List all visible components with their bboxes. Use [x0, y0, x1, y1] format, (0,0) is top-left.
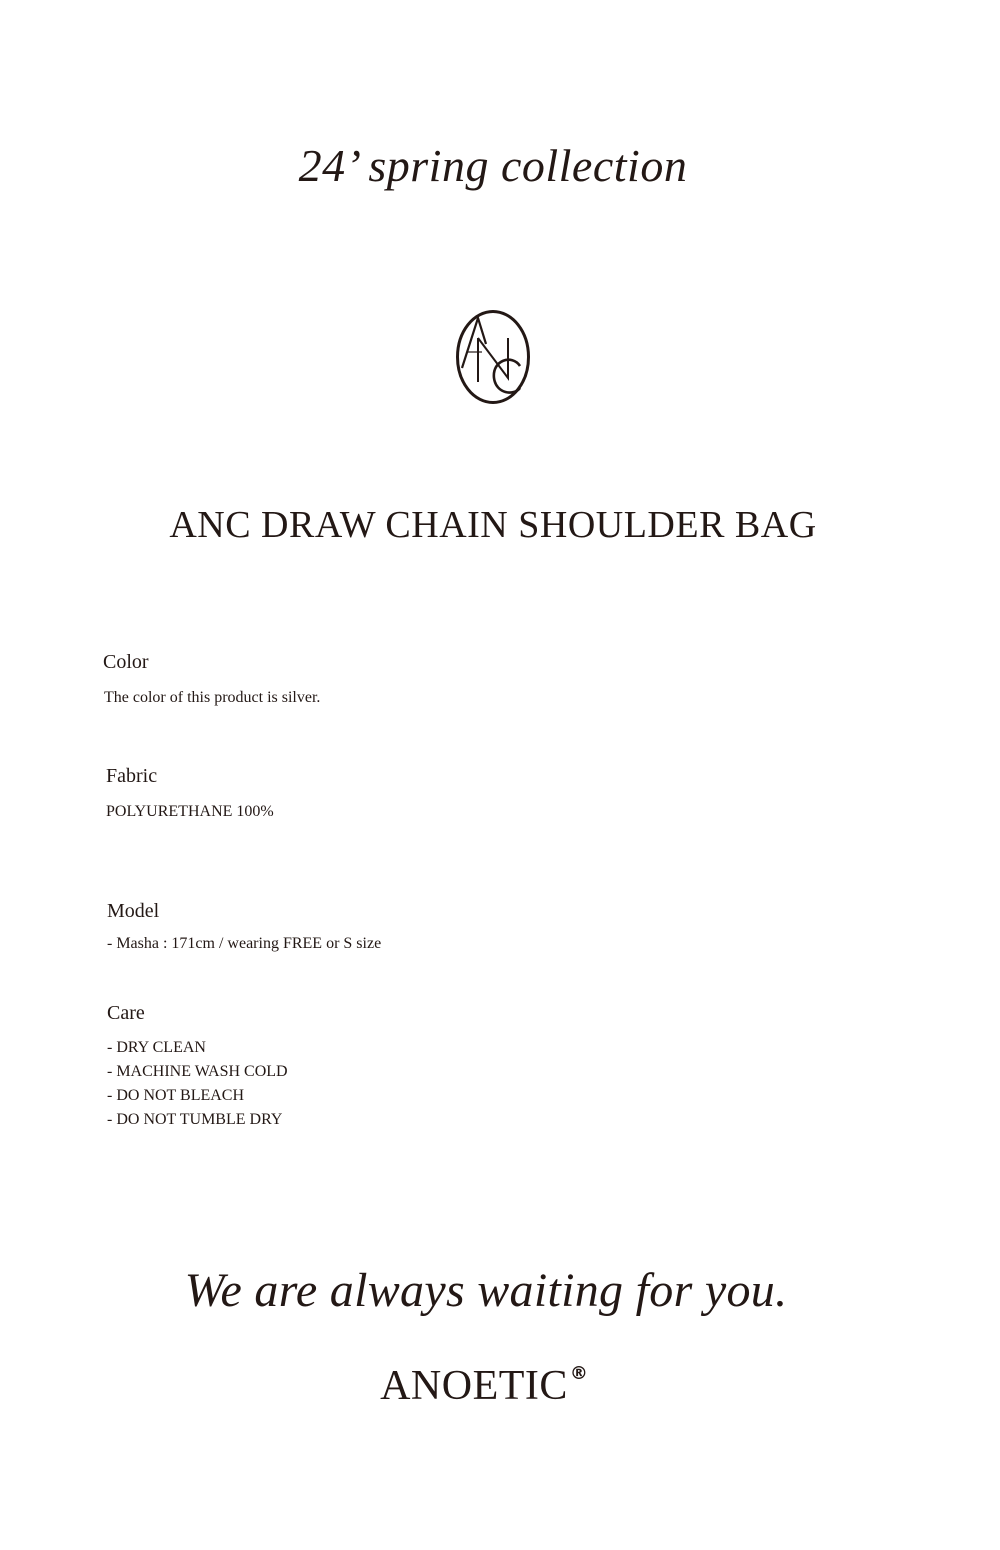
- color-description: The color of this product is silver.: [104, 689, 321, 706]
- care-list: [107, 1036, 288, 1132]
- model-heading: Model: [107, 900, 160, 922]
- tagline: We are always waiting for you.: [184, 1264, 788, 1317]
- care-heading: Care: [107, 1002, 145, 1024]
- registered-mark: ®: [569, 1363, 588, 1384]
- product-title: ANC DRAW CHAIN SHOULDER BAG: [169, 504, 817, 546]
- anc-monogram-logo: [454, 308, 532, 406]
- care-item: - DRY CLEAN: [107, 1039, 206, 1056]
- brand-logotype: [0, 1360, 968, 1412]
- brand-name: ANOETIC: [380, 1363, 568, 1409]
- color-heading: Color: [103, 651, 149, 673]
- fabric-description: POLYURETHANE 100%: [106, 803, 274, 820]
- fabric-heading: Fabric: [106, 765, 158, 787]
- care-item: - DO NOT TUMBLE DRY: [107, 1111, 283, 1128]
- model-description: - Masha : 171cm / wearing FREE or S size: [107, 935, 382, 952]
- collection-title: 24’ spring collection: [298, 140, 688, 191]
- care-item: - DO NOT BLEACH: [107, 1087, 245, 1104]
- care-item: - MACHINE WASH COLD: [107, 1063, 288, 1080]
